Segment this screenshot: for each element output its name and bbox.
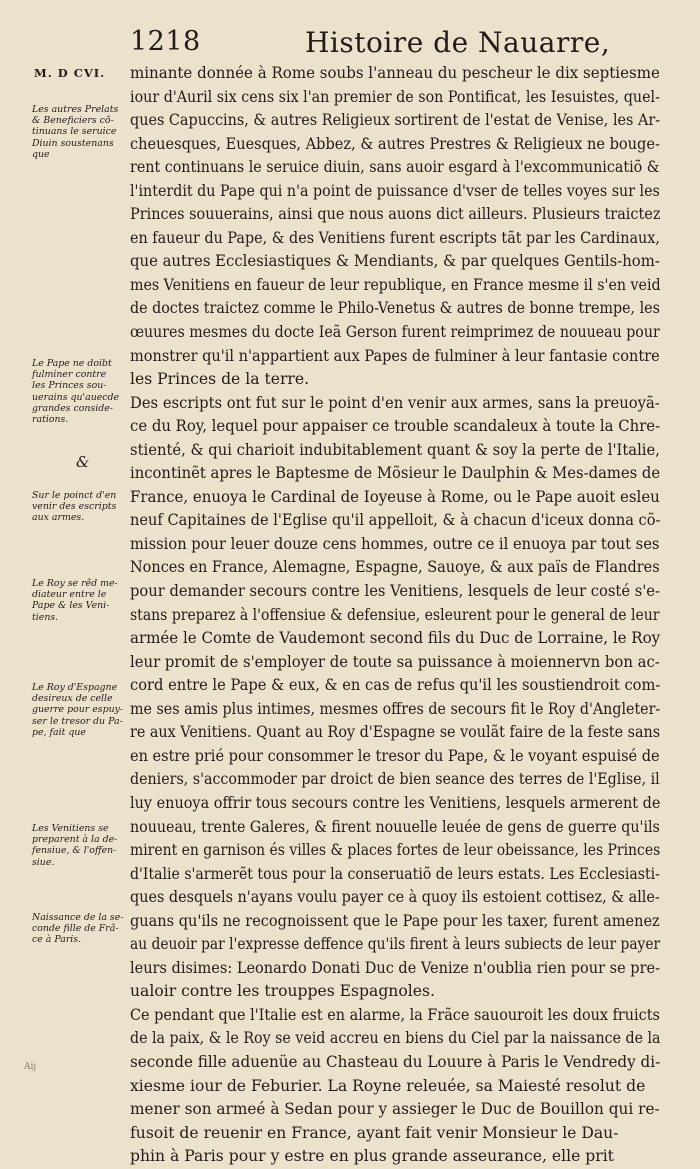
text-line: leur promit de s'employer de toute sa puissance à moiennervn bon ac- [130,652,660,671]
text-line: mener son armeé à Sedan pour y assieger le Duc de Bouillon qui re- [130,1100,660,1119]
margin-note-line: Le Roy se rẽd me- [32,578,118,589]
folio-number: 1218 [130,26,201,57]
text-line: mes Venitiens en faueur de leur republique, en France mesme il s'en veid [130,275,661,294]
text-line: nouueau, trente Galeres, & firent nouuelle leuée de gens de guerre qu'ils [130,817,660,836]
text-line: armée le Comte de Vaudemont second fils du Duc de Lorraine, le Roy [130,629,661,648]
text-line: Des escripts ont fut sur le point d'en venir aux armes, sans la preuoyã- [130,393,660,412]
text-line: les Princes de la terre. [130,370,310,389]
text-line: de doctes traictez comme le Philo-Venetus & autres de bonne trempe, les [130,299,660,318]
margin-note [32,490,124,524]
text-line: me ses amis plus intimes, mesmes offres de secours fit le Roy d'Angleter- [130,699,661,718]
text-line: rent continuans le seruice diuin, sans auoir esgard à l'excommunicatiõ & [130,158,660,177]
margin-note-line: fulminer contre [32,369,107,381]
text-line: cheuesques, Euesques, Abbez, & autres Prestres & Religieux ne bouge- [130,134,660,153]
margin-note-line: Naissance de la se- [32,912,124,923]
text-line: xiesme iour de Feburier. La Royne releuée, sa Maiesté resolut de [130,1076,646,1095]
margin-ornament: & [76,453,90,471]
text-line: fusoit de reuenir en France, ayant fait venir Monsieur le Dau- [130,1123,619,1142]
margin-note-line: ser le tresor du Pa- [32,715,123,727]
text-line: stans preparez à l'offensiue & defensiue, esleurent pour le general de leur [130,605,660,624]
text-line: ques desquels n'ayans voulu payer ce à quoy ils estoient cottisez, & alle- [130,888,660,907]
text-line: iour d'Auril six cens six l'an premier de son Pontificat, les Iesuistes, quel- [130,87,660,106]
text-line: Ce pendant que l'Italie est en alarme, la Frãce sauouroit les doux fruicts [130,1005,660,1024]
text-line: luy enuoya offrir tous secours contre les Venitiens, lesquels armerent de [130,793,661,812]
text-line: Nonces en France, Alemagne, Espagne, Sauoye, & aux païs de Flandres [130,558,660,577]
text-line: ques Capuccins, & autres Religieux sortirent de l'estat de Venise, les Ar- [130,111,661,130]
year-label: M. D CVI. [34,66,106,80]
text-line: mirent en garnison és villes & places fortes de leur obeissance, les Princes [130,841,661,860]
margin-note-line: venir des escripts [32,501,117,513]
margin-note-line: diateur entre le [32,589,107,601]
running-title: Histoire de Nauarre, [305,26,611,59]
margin-note-line: les Princes sou- [32,380,107,392]
margin-note [32,104,124,160]
text-line: ualoir contre les trouppes Espagnoles. [130,982,435,1001]
margin-note [32,578,124,623]
margin-note-line: Pape & les Veni- [32,600,110,612]
margin-note-line: Sur le poinct d'en [32,490,117,501]
margin-note-line: Les Venitiens se [32,823,109,834]
text-line: de la paix, & le Roy se veid accreu en biens du Ciel par la naissance de la [130,1029,661,1048]
margin-note-line: guerre pour espuy- [32,704,124,716]
margin-note-line: ce à Paris. [32,934,82,946]
text-line: l'interdit du Pape qui n'a point de puissance d'vser de telles voyes sur les [130,181,660,200]
margin-note-line: rations. [32,414,69,426]
text-line: en faueur du Pape, & des Venitiens furent escripts tãt par les Cardinaux, [130,228,660,247]
text-line: cord entre le Pape & eux, & en cas de refus qu'il les soustiendroit com- [130,676,661,695]
margin-note-line: tiens. [32,611,59,623]
text-line: phin à Paris pour y estre en plus grande asseurance, elle prit [130,1147,614,1166]
text-line: leurs disimes: Leonardo Donati Duc de Venize n'oublia rien pour se pre- [130,958,660,977]
margin-note-line: aux armes. [32,512,85,524]
text-line: stienté, & qui charioit indubitablement quant & soy la perte de l'Italie, [130,440,660,459]
margin-note [32,823,124,868]
text-line: minante donnée à Rome soubs l'anneau du pescheur le dix septiesme [130,64,660,82]
text-line: re aux Venitiens. Quant au Roy d'Espagne se voulãt faire de la feste sans [130,723,661,742]
text-line: monstrer qu'il n'appartient aux Papes de fulminer à leur fantasie contre [130,346,660,365]
main-text-column [130,62,660,1169]
text-line: en estre prié pour consommer le tresor du Pape, & le voyant espuisé de [130,746,660,765]
text-line: incontinẽt apres le Baptesme de Mõsieur le Daulphin & Mes-dames de [130,464,661,483]
text-line: pour demander secours contre les Venitiens, lesquels de leur costé s'e- [130,582,660,601]
text-line: œuures mesmes du docte Ieã Gerson furent reimprimez de nouueau pour [130,323,660,342]
signature-mark: Aij [24,1062,37,1072]
margin-note-line: conde fille de Frã- [32,923,119,935]
text-line: que autres Ecclesiastiques & Mendiants, & par quelques Gentils-hom- [130,252,660,271]
margin-note-line: preparent à la de- [32,834,118,846]
margin-note-line: Le Roy d'Espagne [32,682,118,693]
margin-note [32,358,124,425]
margin-note [32,682,124,738]
text-line: neuf Capitaines de l'Eglise qu'il appelloit, & à chacun d'iceux donna cõ- [130,511,661,530]
text-line: ce du Roy, lequel pour appaiser ce trouble scandaleux à toute la Chre- [130,417,661,436]
margin-note-line: Diuin soustenans [32,137,114,149]
margin-note [32,912,124,946]
text-line: Princes souuerains, ainsi que nous auons dict ailleurs. Plusieurs traictez [130,205,661,224]
margin-note-line: que [32,148,50,160]
margin-note-line: pe, fait que [32,726,86,738]
text-line: France, enuoya le Cardinal de Ioyeuse à Rome, ou le Pape auoit esleu [130,487,660,506]
margin-note-line: Le Pape ne doibt [32,358,112,369]
margin-note-line: fensiue, & l'offen- [32,845,117,857]
margin-note-line: grandes conside- [32,402,113,414]
text-line: au deuoir par l'expresse deffence qu'ils firent à leurs subiects de leur payer [130,935,661,954]
margin-note-line: siue. [32,856,55,868]
text-line: deniers, s'accommoder par droict de bien seance des terres de l'Eglise, il [130,770,660,789]
margin-note-line: & Beneficiers cõ- [32,115,114,127]
margin-note-line: uerains qu'auecde [32,391,120,403]
margin-note-line: desireux de celle [32,693,113,705]
text-line: seconde fille aduenüe au Chasteau du Louure à Paris le Vendredy di- [130,1052,661,1071]
text-line: d'Italie s'armerẽt tous pour la conseruatiõ de leurs estats. Les Ecclesiasti- [130,864,660,883]
text-line: guans qu'ils ne recognoissent que le Pape pour les taxer, furent amenez [130,911,660,930]
text-line: mission pour leuer douze cens hommes, outre ce il enuoya par tout ses [130,534,660,553]
margin-note-line: tinuans le seruice [32,126,117,138]
margin-note-line: Les autres Prelats [32,104,119,115]
margin-notes [0,0,124,1125]
